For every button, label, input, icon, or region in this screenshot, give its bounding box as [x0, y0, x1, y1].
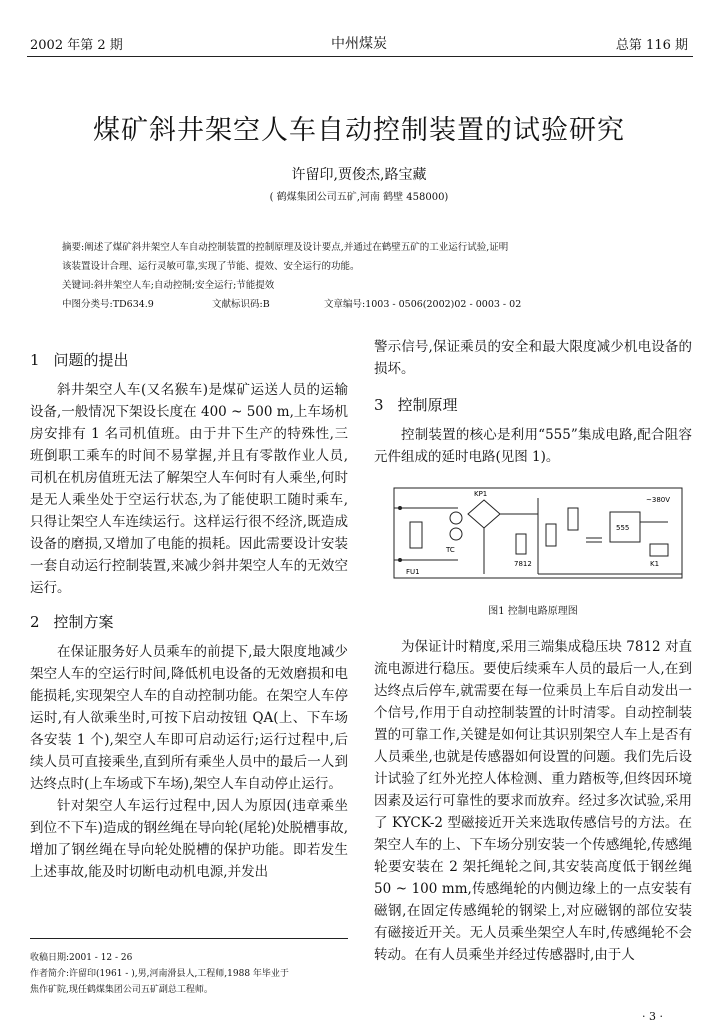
section-2-title: 控制方案 — [53, 613, 114, 631]
abstract-line-1: 摘要:阐述了煤矿斜井架空人车自动控制装置的控制原理及设计要点,并通过在鹤壁五矿的工业运行试验,证明 — [62, 242, 509, 253]
footnote-bio-1: 作者简介:许留印(1961 - ),男,河南滑县人,工程师,1988 年毕业于 — [30, 969, 289, 979]
transformer-coil-1 — [450, 512, 462, 524]
label-kp: KP1 — [474, 490, 488, 498]
section-1-number: 1 — [30, 351, 40, 369]
label-tc: TC — [446, 546, 455, 554]
paragraph-2: 在保证服务好人员乘车的前提下,最大限度地减少架空人车的空运行时间,降低机电设备的无效磨损和电能损耗,实现架空人车的自动控制功能。在架空人车停运时,有人欲乘坐时,可按下启动按钮 QA(上、下车场各安装 1 个),架空人车即可启动运行;运行过程中,后续人员可直接乘坐,直到所有乘坐人员中的最后一人到达终点时(上车场或下车场),架空人车自动停止运行。 — [30, 644, 348, 792]
section-2-heading — [30, 611, 348, 633]
article-title: 煤矿斜井架空人车自动控制装置的试验研究 — [93, 115, 625, 146]
input-terminal-2 — [398, 558, 402, 562]
article-authors: 许留印,贾俊杰,路宝藏 — [291, 167, 427, 183]
footnote-received: 收稿日期:2001 - 12 - 26 — [30, 953, 133, 963]
footnote — [30, 950, 348, 998]
footnote-rule — [30, 938, 348, 939]
resistor-2 — [568, 508, 578, 530]
regulator-block — [516, 534, 526, 554]
paragraph-5: 为保证计时精度,采用三端集成稳压块 7812 对直流电源进行稳压。要使后续乘车人员的最后一人,在到达终点后停车,就需要在每一位乘员上车后自动发出一个信号,作用于自动控制装置的计时清零。自动控制装置的可靠工作,关键是如何让其识别架空人车上是否有人员乘坐,也就是传感器如何设置的问题。我们先后设计试验了红外光控人体检测、重力踏板等,但终因环境因素及运行可靠性的要求而放弃。经过多次试验,采用了 KYCK-2 型磁接近开关来选取传感信号的方法。在架空人车的上、下车场分别安装一个传感绳轮,传感绳轮要安装在 2 架托绳轮之间,其安装高度低于钢丝绳 50 ~ 100 mm,传感绳轮的内侧边缘上的一点安装有磁钢,在固定传感绳轮的钢梁上,对应磁钢的部位安装有磁接近开关。无人员乘坐架空人车时,传感绳轮不会转动。在有人员乘坐并经过传感器时,由于人 — [374, 639, 692, 963]
classification-row — [62, 295, 688, 314]
label-regulator: 7812 — [514, 560, 532, 568]
input-terminal-1 — [398, 506, 402, 510]
abstract — [62, 238, 688, 314]
article-number: 文章编号:1003 - 0506(2002)02 - 0003 - 02 — [324, 299, 522, 310]
label-output: ~380V — [646, 496, 671, 504]
figure-caption: 图1 控制电路原理图 — [488, 606, 578, 617]
abstract-line-2: 该装置设计合理、运行灵敏可靠,实现了节能、提效、安全运行的功能。 — [62, 261, 360, 272]
header-rule — [27, 56, 693, 57]
transformer-coil-2 — [450, 528, 462, 540]
fuse-symbol — [410, 522, 422, 548]
paragraph-0: 警示信号,保证乘员的安全和最大限度减少机电设备的损坏。 — [374, 339, 692, 377]
right-column-bottom — [374, 636, 692, 966]
section-2-number: 2 — [30, 613, 40, 631]
right-column-top — [374, 336, 692, 468]
document-code: 文献标识码:B — [212, 299, 270, 310]
header-journal: 中州煤炭 — [331, 36, 387, 52]
page-number: · 3 · — [642, 1010, 663, 1023]
header-issue: 2002 年第 2 期 — [30, 38, 123, 53]
relay-coil — [650, 544, 668, 556]
section-3-title: 控制原理 — [397, 396, 458, 414]
section-1-title: 问题的提出 — [53, 351, 129, 369]
paragraph-1: 斜井架空人车(又名猴车)是煤矿运送人员的运输设备,一般情况下架设长度在 400 ~ 500 m,上车场机房安排有 1 名司机值班。由于井下生产的特殊性,三班倒职工乘车的时间不易掌握,并且有零散作业人员,司机在机房值班无法了解架空人车何时有人乘坐,何时是无人乘坐处于空运行状态,为了能使职工随时乘车,只得让架空人车连续运行。这样运行很不经济,既造成设备的磨损,又增加了电能的损耗。因此需要设计安装一套自动运行控制装置,来减少斜井架空人车的无效空运行。 — [30, 382, 348, 596]
keywords: 关键词:斜井架空人车;自动控制;安全运行;节能提效 — [62, 280, 275, 291]
circuit-diagram — [388, 478, 688, 590]
resistor-1 — [546, 524, 556, 546]
article-affiliation: ( 鹤煤集团公司五矿,河南 鹤壁 458000) — [269, 192, 449, 203]
footnote-bio-2: 焦作矿院,现任鹤煤集团公司五矿副总工程师。 — [30, 985, 213, 995]
paragraph-3: 针对架空人车运行过程中,因人为原因(违章乘坐到位不下车)造成的钢丝绳在导向轮(尾轮)处脱槽事故,增加了钢丝绳在导向轮处脱槽的保护功能。即若发生上述事故,能及时切断电动机电源,并发出 — [30, 798, 348, 880]
section-1-heading — [30, 349, 348, 371]
section-3-number: 3 — [374, 396, 384, 414]
header-total-issue: 总第 116 期 — [615, 38, 688, 53]
paragraph-4: 控制装置的核心是利用“555”集成电路,配合阻容元件组成的延时电路(见图 1)。 — [374, 427, 692, 465]
bridge-rectifier — [468, 500, 500, 528]
label-relay: K1 — [650, 560, 660, 568]
label-ic: 555 — [616, 524, 630, 532]
clc-number: 中图分类号:TD634.9 — [62, 299, 154, 310]
left-column — [30, 338, 348, 883]
section-3-heading — [374, 394, 692, 416]
label-fu: FU1 — [406, 568, 420, 576]
